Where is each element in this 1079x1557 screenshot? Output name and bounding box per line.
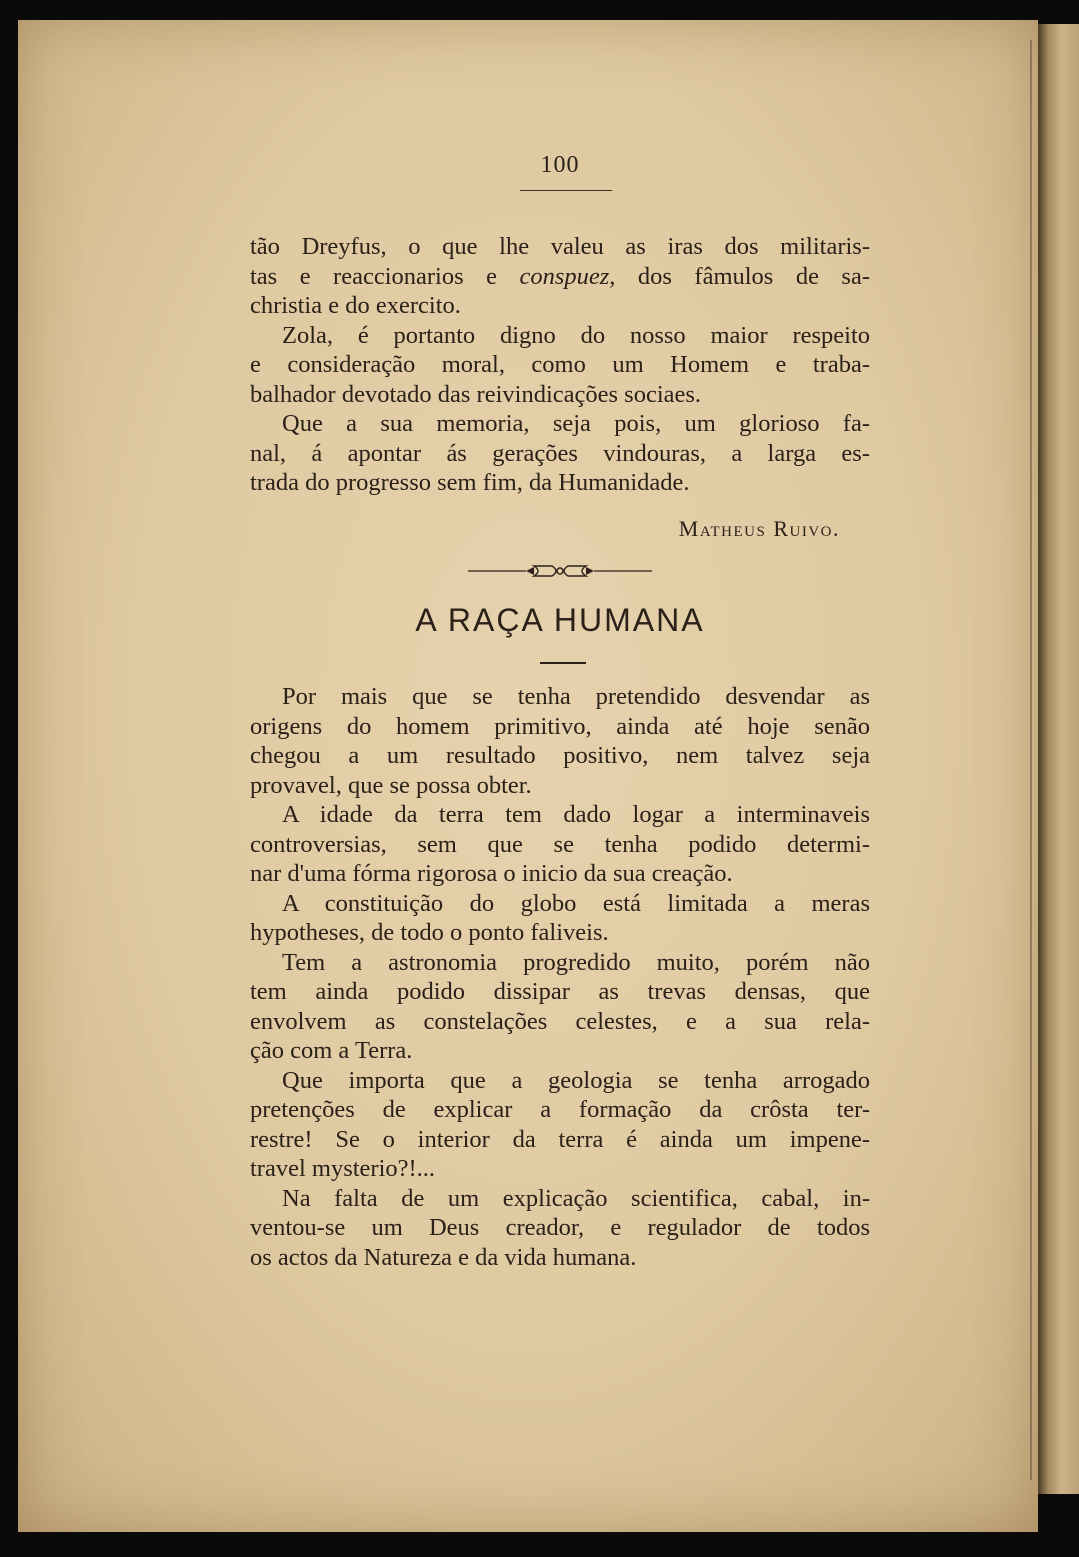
text-line: chegou a um resultado positivo, nem talvez seja [250, 742, 870, 769]
text-line: tão Dreyfus, o que lhe valeu as iras dos militaris- [250, 233, 870, 260]
text-line: Zola, é portanto digno do nosso maior respeito [282, 321, 870, 349]
text-line: restre! Se o interior da terra é ainda um impene- [250, 1125, 870, 1153]
text-line: origens do homem primitivo, ainda até hoje senão [250, 712, 870, 740]
title-rule [540, 662, 586, 664]
text-line: Por mais que se tenha pretendido desvendar as [282, 683, 870, 710]
text-line: tem ainda podido dissipar as trevas densas, que [250, 978, 870, 1005]
text-line: nal, á apontar ás gerações vindouras, a larga es- [250, 439, 870, 467]
text-line: balhador devotado das reivindicações sociaes. [250, 380, 702, 408]
text-line: Na falta de um explicação scientifica, cabal, in- [282, 1184, 870, 1212]
text-line: christia e do exercito. [250, 292, 461, 319]
text-line: e consideração moral, como um Homem e traba- [250, 351, 870, 378]
page-number: 100 [540, 152, 580, 178]
author-signature: Matheus Ruivo. [678, 516, 840, 541]
ornament-divider [468, 563, 652, 579]
text-line: travel mysterio?!... [250, 1155, 436, 1182]
text-line: ção com a Terra. [250, 1037, 413, 1064]
page-number-rule [520, 190, 612, 191]
text-line: controversias, sem que se tenha podido determi- [250, 830, 870, 858]
text-line: trada do progresso sem fim, da Humanidade. [250, 469, 690, 496]
text-line: os actos da Natureza e da vida humana. [250, 1243, 637, 1271]
text-line: tas e reaccionarios e conspuez, dos fâmulos de sa- [250, 262, 870, 290]
section2-text [250, 682, 870, 1272]
text-line: nar d'uma fórma rigorosa o inicio da sua creação. [250, 860, 733, 887]
text-line: Que importa que a geologia se tenha arrogado [282, 1066, 870, 1094]
section1-text [250, 232, 870, 498]
text-line: pretenções de explicar a formação da crôsta ter- [250, 1096, 870, 1123]
text-line: hypotheses, de todo o ponto faliveis. [250, 919, 609, 946]
page-fold-line [1030, 40, 1032, 1480]
section-title: A RAÇA HUMANA [415, 602, 705, 638]
text-line: ventou-se um Deus creador, e regulador de todos [250, 1214, 870, 1241]
text-line: Que a sua memoria, seja pois, um glorioso fa- [282, 410, 870, 437]
text-line: A constituição do globo está limitada a meras [282, 889, 870, 917]
italic-word: conspuez [519, 262, 610, 290]
text-line: provavel, que se possa obter. [250, 771, 532, 799]
text-line: Tem a astronomia progredido muito, porém não [282, 948, 870, 976]
text-line: envolvem as constelações celestes, e a sua rela- [250, 1007, 870, 1035]
text-line: A idade da terra tem dado logar a interminaveis [282, 801, 870, 828]
page-edge [1036, 24, 1079, 1494]
